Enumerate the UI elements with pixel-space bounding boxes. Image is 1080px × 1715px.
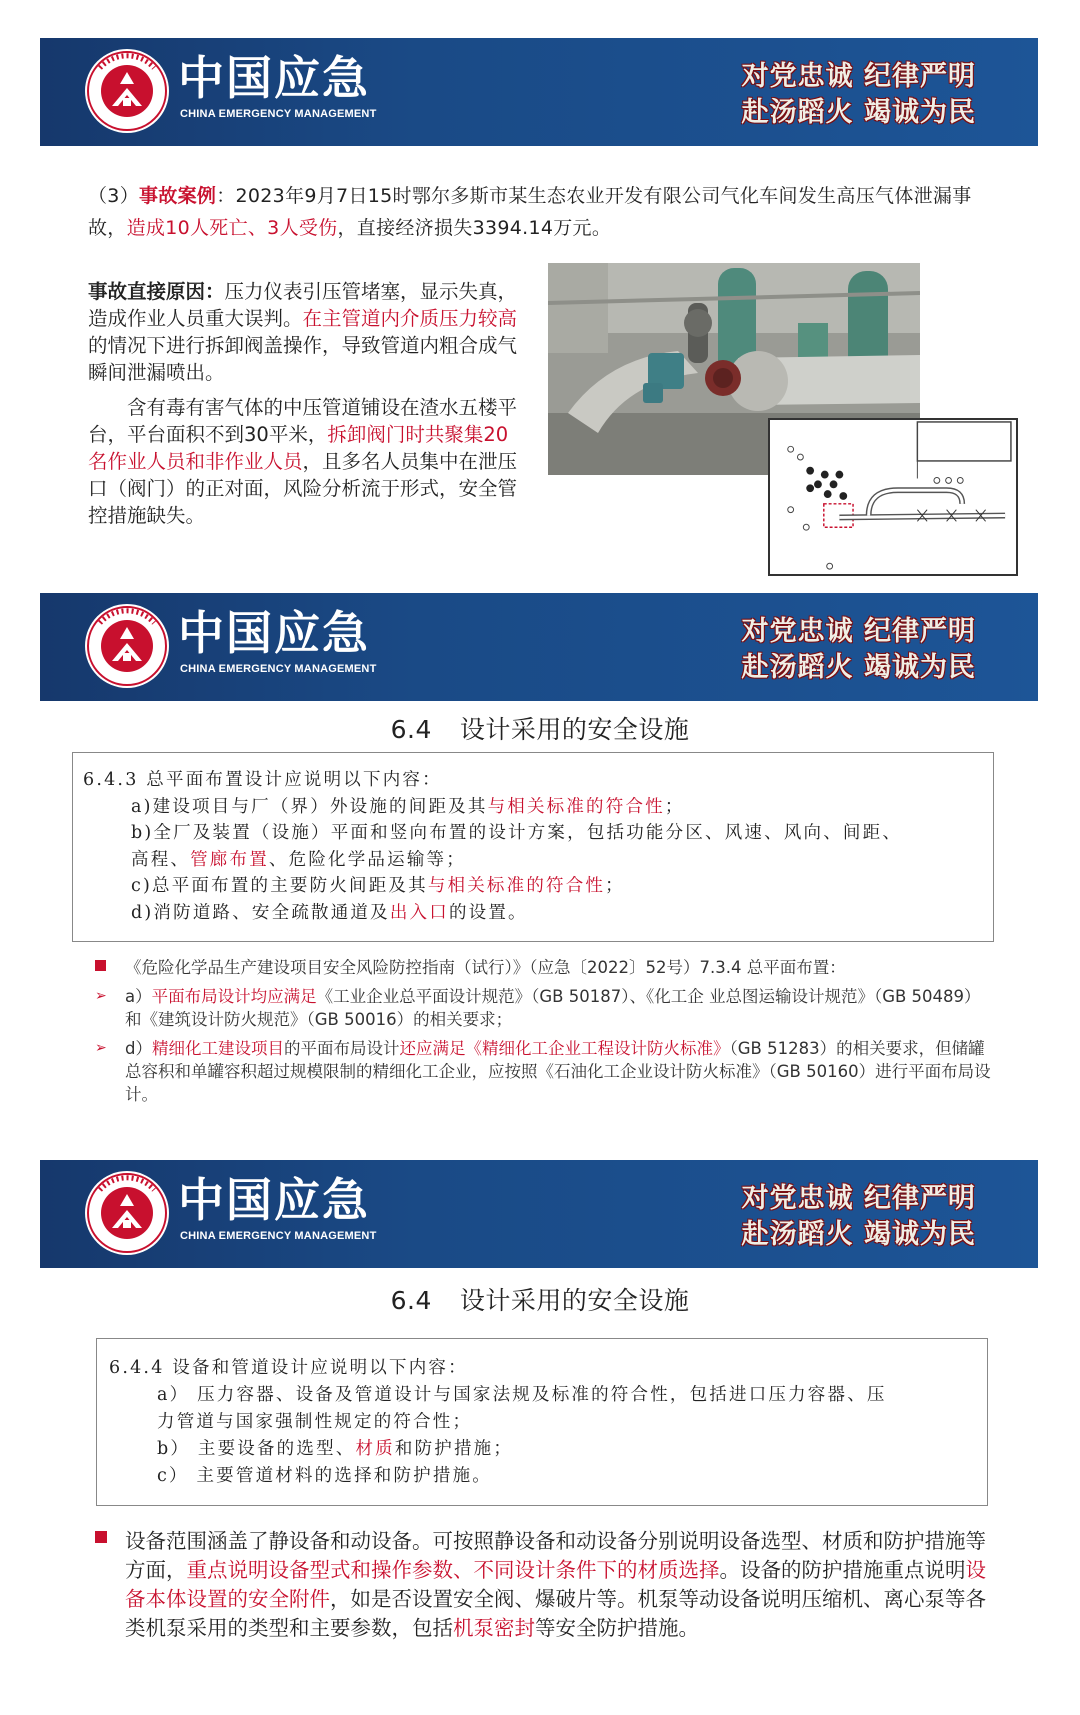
bullet-item-d xyxy=(95,1037,995,1106)
section-title-number: 6.4 xyxy=(390,1286,432,1315)
bullet-d-highlight-1: 精细化工建设项目 xyxy=(151,1039,284,1058)
spec-item-a: a） 压力容器、设备及管道设计与国家法规及标准的符合性，包括进口压力容器、压 xyxy=(157,1385,887,1405)
site-risk-paragraph xyxy=(88,394,518,529)
spec-heading: 6.4.4 设备和管道设计应说明以下内容： xyxy=(109,1358,468,1378)
equipment-highlight-1: 重点说明设备型式和操作参数、不同设计条件下的材质选择 xyxy=(186,1558,720,1582)
brand-name-en: CHINA EMERGENCY MANAGEMENT xyxy=(180,663,377,675)
spec-item-b-cont xyxy=(83,847,993,874)
spec-item-b-cont-text: 高程、 xyxy=(131,849,191,870)
emergency-emblem-icon xyxy=(84,603,170,689)
section-title xyxy=(0,1281,1080,1317)
bullet-a-highlight: 平面布局设计均应满足 xyxy=(151,987,317,1006)
brand-name-en: CHINA EMERGENCY MANAGEMENT xyxy=(180,1230,377,1242)
spec-item-a-highlight: 与相关标准的符合性 xyxy=(487,796,665,817)
equipment-highlight-2: 设备本体设置的安全附件 xyxy=(125,1558,986,1611)
spec-heading: 6.4.3 总平面布置设计应说明以下内容： xyxy=(83,770,442,790)
arrow-bullet-icon: ➢ xyxy=(95,988,107,1004)
spec-item-b: b)全厂及装置（设施）平面和竖向布置的设计方案，包括功能分区、风速、风向、间距、 xyxy=(131,823,903,843)
section-title-text: 设计采用的安全设施 xyxy=(459,715,690,744)
bullet-d-text: （GB 51283）的相关要求，但储罐总容积和单罐容积超过规模限制的精细化工企业，应按照《石油化工企业设计防火标准》（GB 50160）进行平面布局设计。 xyxy=(125,1039,991,1104)
spec-item-b-highlight: 管廊布置 xyxy=(190,849,269,870)
equipment-explanation-text xyxy=(95,1527,995,1643)
slogan-line-2: 赴汤蹈火 竭诚为民 xyxy=(741,97,976,128)
spec-item-d-text: d)消防道路、安全疏散通道及 xyxy=(131,902,390,923)
equipment-explanation-paragraph xyxy=(95,1527,995,1643)
section-title xyxy=(0,710,1080,746)
bullet-d-mid: 的平面布局设计 xyxy=(283,1039,400,1058)
case-label: 事故案例 xyxy=(139,185,217,207)
bullet-guideline-title xyxy=(95,956,995,979)
brand-name-cn: 中国应急 xyxy=(178,606,370,660)
guideline-bullet-list xyxy=(95,956,995,1106)
spec-item-a-end: ； xyxy=(664,796,685,817)
equipment-text-1: 设备范围涵盖了静设备和动设备。可按照静设备和动设备分别说明设备选型、材质和防护措施等方面， xyxy=(125,1529,986,1582)
case-text-1: 2023年9月7日15时鄂尔多斯市某生态农业开发有限公司气化车间发生高压气体泄漏事故， xyxy=(88,185,972,239)
section-title-number: 6.4 xyxy=(390,715,432,744)
slogan-line-1: 对党忠诚 纪律严明 xyxy=(741,61,976,92)
emergency-emblem-icon xyxy=(84,48,170,134)
bullet-a-prefix: a） xyxy=(125,987,152,1006)
spec-item-c: c） 主要管道材料的选择和防护措施。 xyxy=(157,1466,492,1486)
spec-item-b xyxy=(109,1436,987,1463)
header-banner xyxy=(40,38,1038,146)
spec-item-b-end: 、危险化学品运输等； xyxy=(268,849,466,870)
spec-item-c xyxy=(83,873,993,900)
spec-item-d xyxy=(83,900,993,927)
spec-item-c-end: ； xyxy=(605,876,625,896)
spec-box-6-4-4 xyxy=(96,1338,988,1506)
site-layout-diagram xyxy=(768,418,1018,576)
brand-name-cn: 中国应急 xyxy=(178,51,370,105)
bullet-d-prefix: d） xyxy=(125,1039,152,1058)
direct-cause-paragraph xyxy=(88,278,518,386)
brand-name-cn: 中国应急 xyxy=(178,1173,370,1227)
case-prefix: （3） xyxy=(88,185,139,207)
brand-name-en: CHINA EMERGENCY MANAGEMENT xyxy=(180,108,377,120)
header-banner xyxy=(40,1160,1038,1268)
spec-item-b-end: 和防护措施； xyxy=(394,1439,514,1459)
spec-box-6-4-3 xyxy=(72,752,994,942)
accident-case-paragraph xyxy=(88,180,1000,244)
site-risk-highlight: 拆卸阀门时共聚集20名作业人员和非作业人员 xyxy=(88,423,509,473)
equipment-text-3: ，如是否设置安全阀、爆破片等。机泵等动设备说明压缩机、离心泵等各类机泵采用的类型和主要参数，包括 xyxy=(125,1587,986,1640)
square-bullet-icon xyxy=(95,960,106,971)
spec-item-a-cont: 力管道与国家强制性规定的符合性； xyxy=(157,1412,473,1432)
section-title-text: 设计采用的安全设施 xyxy=(459,1286,690,1315)
spec-item-b-text: b） 主要设备的选型、 xyxy=(157,1439,356,1459)
spec-item-d-end: 的设置。 xyxy=(448,902,528,923)
direct-cause-label: 事故直接原因： xyxy=(88,280,225,303)
spec-item-d-highlight: 出入口 xyxy=(389,902,449,923)
spec-item-a-text: a)建设项目与厂（界）外设施的间距及其 xyxy=(131,796,488,817)
accident-cause-block xyxy=(88,278,518,529)
spec-item-c-highlight: 与相关标准的符合性 xyxy=(427,876,606,896)
arrow-bullet-icon: ➢ xyxy=(95,1040,107,1056)
slogan-line-1: 对党忠诚 纪律严明 xyxy=(741,616,976,647)
slogan-line-1: 对党忠诚 纪律严明 xyxy=(741,1183,976,1214)
site-risk-text-2: ，且多名人员集中在泄压口（阀门）的正对面，风险分析流于形式，安全管控措施缺失。 xyxy=(88,450,518,527)
case-casualties: 造成10人死亡、3人受伤 xyxy=(126,217,338,239)
equipment-highlight-3: 机泵密封 xyxy=(453,1616,535,1640)
bullet-item-a xyxy=(95,985,995,1031)
spec-item-c-text: c)总平面布置的主要防火间距及其 xyxy=(131,876,428,896)
site-risk-text-1: 含有毒有害气体的中压管道铺设在渣水五楼平台，平台面积不到30平米， xyxy=(88,396,518,446)
emergency-emblem-icon xyxy=(84,1170,170,1256)
header-banner xyxy=(40,593,1038,701)
bullet-a-text: 《工业企业总平面设计规范》（GB 50187）、《化工企 业总图运输设计规范》（GB 50489）和《建筑设计防火规范》（GB 50016）的相关要求； xyxy=(125,987,981,1029)
case-colon: ： xyxy=(216,185,236,207)
bullet-d-highlight-2: 还应满足《精细化工企业工程设计防火标准》 xyxy=(399,1039,730,1058)
spec-item-a xyxy=(83,794,993,821)
equipment-text-4: 等安全防护措施。 xyxy=(535,1616,699,1640)
slogan-line-2: 赴汤蹈火 竭诚为民 xyxy=(741,652,976,683)
direct-cause-highlight: 在主管道内介质压力较高 xyxy=(302,307,518,330)
equipment-text-2: 。设备的防护措施重点说明 xyxy=(719,1558,966,1582)
case-text-2: ，直接经济损失3394.14万元。 xyxy=(337,217,612,239)
slogan-line-2: 赴汤蹈火 竭诚为民 xyxy=(741,1219,976,1250)
direct-cause-text-2: 的情况下进行拆卸阀盖操作，导致管道内粗合成气瞬间泄漏喷出。 xyxy=(88,334,518,384)
spec-item-b-highlight: 材质 xyxy=(355,1439,395,1459)
bullet-guideline-text: 《危险化学品生产建设项目安全风险防控指南（试行）》（应急〔2022〕52号）7.3.4 总平面布置： xyxy=(125,958,846,977)
square-bullet-icon xyxy=(95,1531,107,1543)
direct-cause-text-1: 压力仪表引压管堵塞，显示失真，造成作业人员重大误判。 xyxy=(88,280,518,330)
